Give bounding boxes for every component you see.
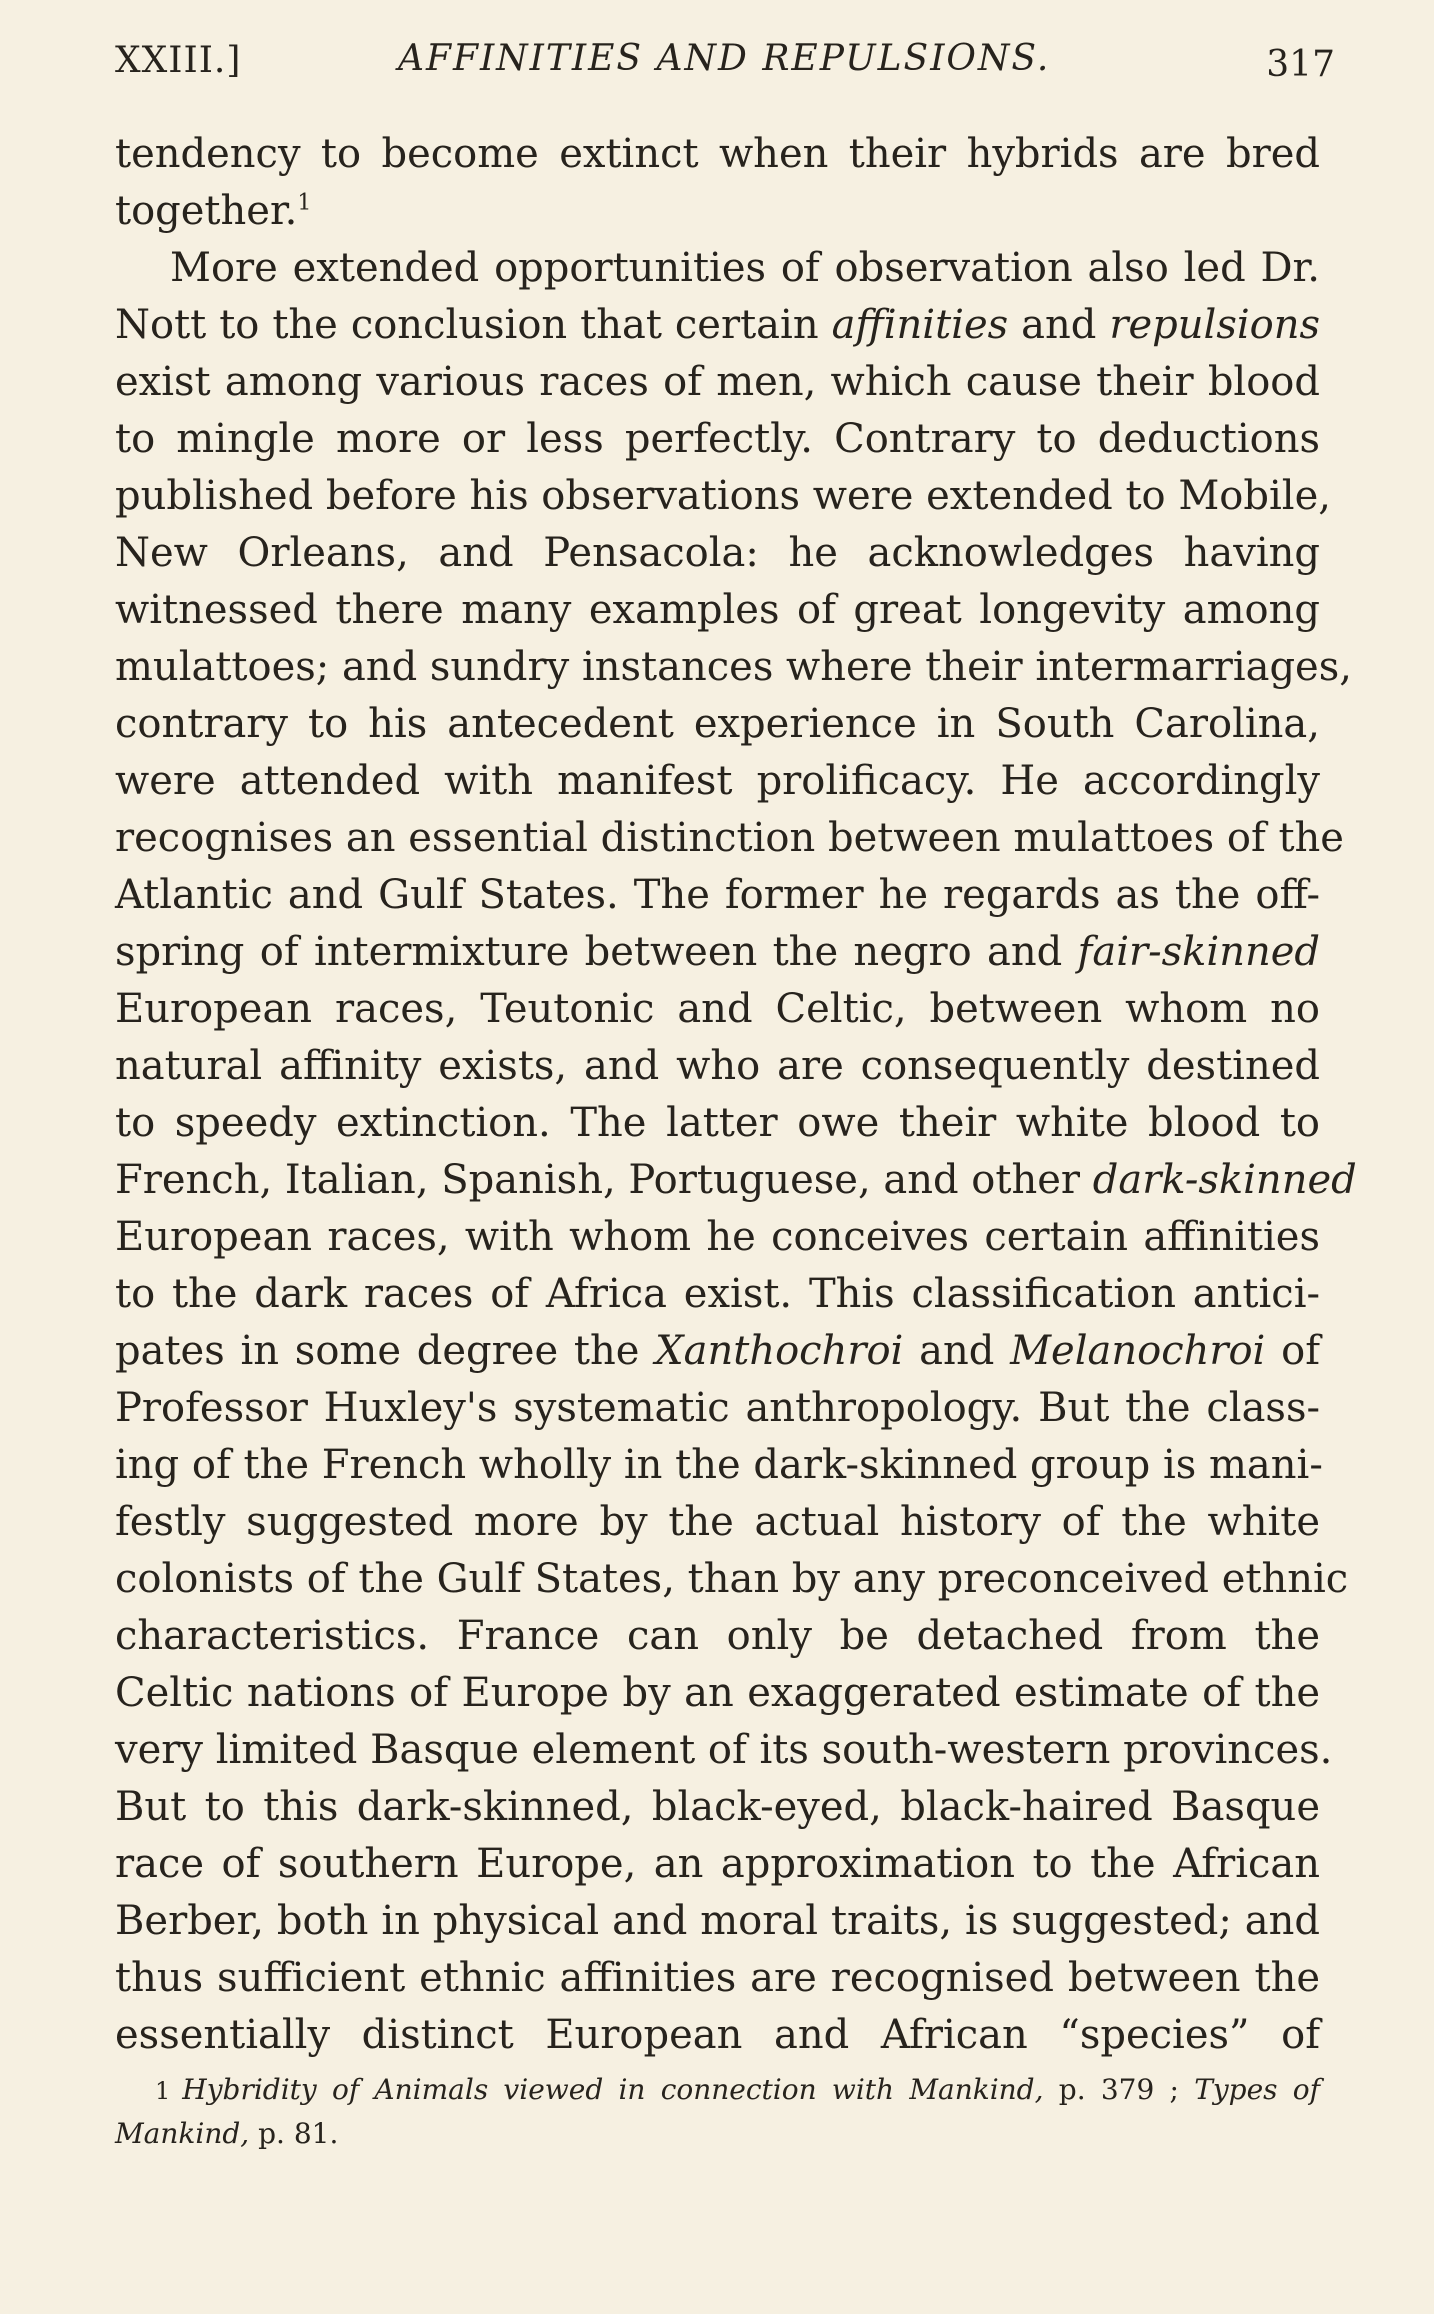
text-line: European races, Teutonic and Celtic, between whom no: [115, 986, 1320, 1032]
text-line: essentially distinct European and African “species” of: [115, 2012, 1320, 2058]
text-line: Celtic nations of Europe by an exaggerated estimate of the: [115, 1670, 1320, 1716]
emphasis: Melanochroi: [1010, 1328, 1266, 1374]
text-line: race of southern Europe, an approximation to the African: [115, 1841, 1320, 1887]
text-line: to mingle more or less perfectly. Contrary to deductions: [115, 416, 1320, 462]
text-line: French, Italian, Spanish, Portuguese, and other dark-skinned: [115, 1157, 1357, 1203]
text-line: spring of intermixture between the negro and fair-skinned: [115, 929, 1320, 975]
text-line: thus sufficient ethnic affinities are recognised between the: [115, 1955, 1320, 2001]
running-header: [115, 38, 1335, 88]
text-line: exist among various races of men, which cause their blood: [115, 359, 1320, 405]
page-number: 317: [1266, 44, 1335, 85]
text-line: were attended with manifest prolificacy. He accordingly: [115, 758, 1320, 804]
text-line: Nott to the conclusion that certain affinities and repulsions: [115, 302, 1321, 348]
paragraph-start: More extended opportunities of observation also led Dr.: [170, 245, 1320, 291]
footnote-line: 1 Hybridity of Animals viewed in connection with Mankind, p. 379 ; Types of: [115, 2068, 1320, 2112]
text-line: to the dark races of Africa exist. This classification antici-: [115, 1271, 1320, 1317]
text-line: together.$^1$: [115, 188, 312, 234]
body-text: [115, 126, 1357, 2064]
text-line: Professor Huxley's systematic anthropology. But the class-: [115, 1385, 1320, 1431]
text-line: to speedy extinction. The latter owe their white blood to: [115, 1100, 1320, 1146]
text-line: festly suggested more by the actual history of the white: [115, 1499, 1320, 1545]
text-line: Atlantic and Gulf States. The former he regards as the off-: [115, 872, 1320, 918]
footnote-line: Mankind, p. 81.: [115, 2117, 339, 2150]
text-line: colonists of the Gulf States, than by any preconceived ethnic: [115, 1556, 1349, 1602]
text-line: contrary to his antecedent experience in South Carolina,: [115, 701, 1320, 747]
text-line: characteristics. France can only be detached from the: [115, 1613, 1320, 1659]
emphasis: repulsions: [1109, 302, 1321, 348]
emphasis: fair-skinned: [1077, 929, 1320, 975]
text-line: But to this dark-skinned, black-eyed, black-haired Basque: [115, 1784, 1320, 1830]
emphasis: affinities: [831, 302, 1009, 348]
text-line: mulattoes; and sundry instances where their intermarriages,: [115, 644, 1352, 690]
emphasis: dark-skinned: [1092, 1157, 1357, 1203]
footnote: [115, 2068, 1320, 2156]
text-line: pates in some degree the Xanthochroi and Melanochroi of: [115, 1328, 1321, 1374]
text-line: New Orleans, and Pensacola: he acknowledges having: [115, 530, 1320, 576]
footnote-mark: 1: [155, 2077, 171, 2105]
text-line: Berber, both in physical and moral traits, is suggested; and: [115, 1898, 1320, 1944]
emphasis: Xanthochroi: [655, 1328, 904, 1374]
text-line: European races, with whom he conceives certain affinities: [115, 1214, 1320, 1260]
text-line: ing of the French wholly in the dark-skinned group is mani-: [115, 1442, 1323, 1488]
text-line: recognises an essential distinction between mulattoes of the: [115, 815, 1344, 861]
text-line: witnessed there many examples of great longevity among: [115, 587, 1320, 633]
text-line: very limited Basque element of its south-western provinces.: [115, 1727, 1333, 1773]
footnote-reference: 1: [297, 190, 312, 216]
running-title: AFFINITIES AND REPULSIONS.: [398, 38, 1051, 79]
text-line: published before his observations were extended to Mobile,: [115, 473, 1331, 519]
text-line: tendency to become extinct when their hybrids are bred: [115, 131, 1320, 177]
chapter-number: XXIII.]: [115, 40, 242, 81]
text-line: natural affinity exists, and who are consequently destined: [115, 1043, 1320, 1089]
